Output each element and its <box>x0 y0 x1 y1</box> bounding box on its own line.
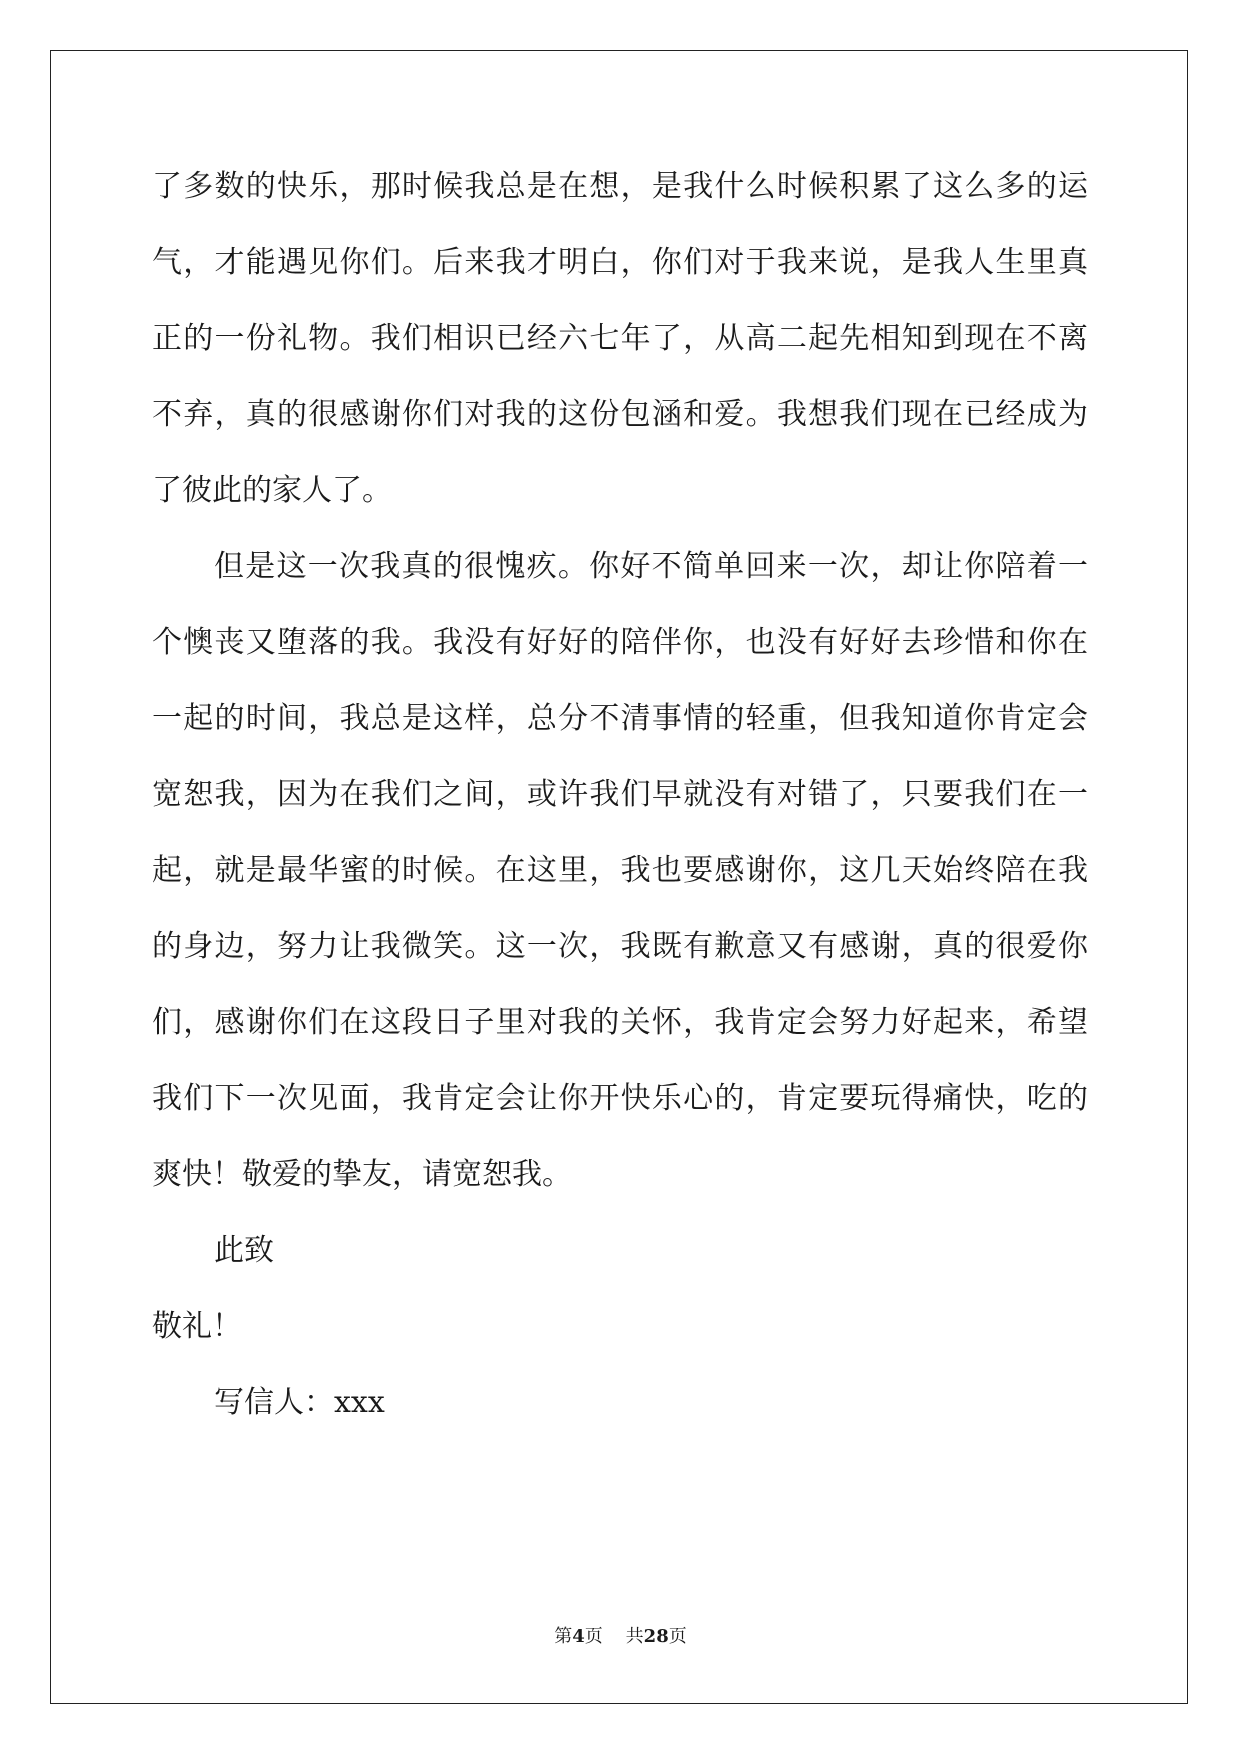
paragraph-line: 爽快！敬爱的挚友，请宽恕我。 <box>152 1157 572 1192</box>
paragraph-line: 气，才能遇见你们。后来我才明白，你们对于我来说，是我人生里真 <box>152 245 1088 280</box>
paragraph-line: 正的一份礼物。我们相识已经六七年了，从高二起先相知到现在不离 <box>152 321 1088 356</box>
paragraph-line: 一起的时间，我总是这样，总分不清事情的轻重，但我知道你肯定会 <box>152 701 1088 736</box>
paragraph-line: 的身边，努力让我微笑。这一次，我既有歉意又有感谢，真的很爱你 <box>152 929 1088 964</box>
paragraph-line: 不弃，真的很感谢你们对我的这份包涵和爱。我想我们现在已经成为 <box>152 397 1088 432</box>
salutation-text: 敬礼！ <box>152 1309 242 1344</box>
signature-text: 写信人：xxx <box>214 1385 385 1420</box>
paragraph-line: 们，感谢你们在这段日子里对我的关怀，我肯定会努力好起来，希望 <box>152 1005 1088 1040</box>
paragraph-line: 个懊丧又堕落的我。我没有好好的陪伴你，也没有好好去珍惜和你在 <box>152 625 1088 660</box>
paragraph-line: 但是这一次我真的很愧疚。你好不简单回来一次，却让你陪着一 <box>214 549 1088 584</box>
page-footer <box>0 1625 1241 1649</box>
page-suffix: 页 <box>584 1626 603 1647</box>
page-prefix: 第 <box>554 1626 573 1647</box>
total-pages: 28 <box>643 1626 669 1647</box>
total-suffix: 页 <box>668 1626 687 1647</box>
paragraph-line: 起，就是最华蜜的时候。在这里，我也要感谢你，这几天始终陪在我 <box>152 853 1088 888</box>
closing-text: 此致 <box>214 1233 274 1268</box>
paragraph-line: 宽恕我，因为在我们之间，或许我们早就没有对错了，只要我们在一 <box>152 777 1088 812</box>
paragraph-line: 了彼此的家人了。 <box>152 473 392 508</box>
page-number: 4 <box>572 1626 585 1647</box>
paragraph-line: 了多数的快乐，那时候我总是在想，是我什么时候积累了这么多的运 <box>152 169 1088 204</box>
total-prefix: 共 <box>625 1626 644 1647</box>
paragraph-line: 我们下一次见面，我肯定会让你开快乐心的，肯定要玩得痛快，吃的 <box>152 1081 1088 1116</box>
